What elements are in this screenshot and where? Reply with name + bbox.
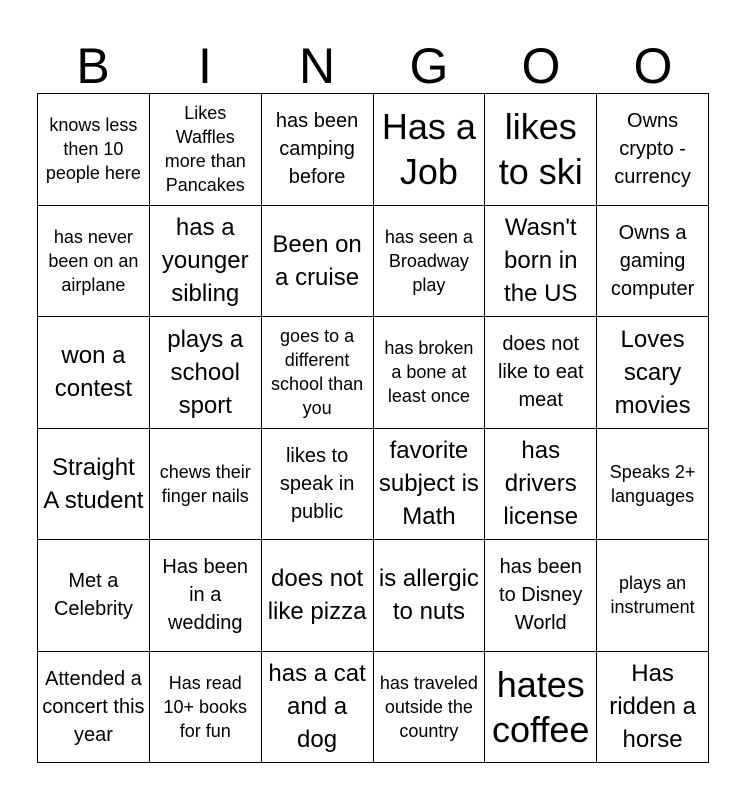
cell-text: has never been on an airplane bbox=[48, 226, 139, 295]
cell-text: does not like to eat meat bbox=[497, 333, 584, 412]
bingo-cell[interactable] bbox=[150, 652, 262, 764]
header-letter: G bbox=[409, 38, 449, 94]
cell-text: has seen a Broadway play bbox=[384, 226, 473, 295]
cell-text: has a cat and a dog bbox=[268, 660, 366, 754]
cell-text: Straight A student bbox=[43, 453, 144, 514]
bingo-cell[interactable] bbox=[374, 206, 486, 318]
bingo-cell[interactable] bbox=[485, 429, 597, 541]
cell-text: knows less then 10 people here bbox=[45, 115, 141, 184]
bingo-cell[interactable] bbox=[485, 94, 597, 206]
cell-text: Has ridden a horse bbox=[609, 660, 696, 754]
header-letter: B bbox=[76, 38, 110, 94]
bingo-cell[interactable] bbox=[262, 429, 374, 541]
bingo-cell[interactable] bbox=[374, 540, 486, 652]
bingo-cell[interactable] bbox=[262, 94, 374, 206]
cell-text: Has read 10+ books for fun bbox=[163, 672, 248, 741]
cell-text: plays a school sport bbox=[167, 325, 244, 419]
cell-text: goes to a different school than you bbox=[271, 326, 364, 419]
cell-text: has a younger sibling bbox=[161, 214, 249, 308]
cell-text: chews their finger nails bbox=[159, 461, 251, 506]
bingo-cell[interactable] bbox=[374, 94, 486, 206]
bingo-cell[interactable] bbox=[262, 317, 374, 429]
bingo-cell[interactable] bbox=[150, 94, 262, 206]
bingo-cell[interactable] bbox=[38, 652, 150, 764]
cell-text: Met a Celebrity bbox=[53, 570, 133, 621]
cell-text: Owns a gaming computer bbox=[610, 221, 695, 300]
bingo-cell[interactable] bbox=[150, 429, 262, 541]
bingo-cell[interactable] bbox=[374, 429, 486, 541]
cell-text: plays an instrument bbox=[610, 573, 695, 618]
cell-text: Likes Waffles more than Pancakes bbox=[164, 103, 246, 196]
header-letter: O bbox=[521, 38, 561, 94]
bingo-header bbox=[37, 38, 709, 94]
bingo-cell[interactable] bbox=[150, 540, 262, 652]
bingo-cell[interactable] bbox=[262, 540, 374, 652]
bingo-cell[interactable] bbox=[262, 652, 374, 764]
bingo-cell[interactable] bbox=[38, 429, 150, 541]
cell-text: Owns crypto - currency bbox=[614, 110, 691, 189]
cell-text: Has a Job bbox=[381, 106, 476, 193]
cell-text: Wasn't born in the US bbox=[504, 214, 578, 308]
bingo-cell[interactable] bbox=[485, 206, 597, 318]
cell-text: hates coffee bbox=[492, 663, 590, 750]
cell-text: Has been in a wedding bbox=[162, 556, 249, 635]
bingo-cell[interactable] bbox=[374, 317, 486, 429]
bingo-cell[interactable] bbox=[597, 317, 709, 429]
bingo-cell[interactable] bbox=[597, 206, 709, 318]
bingo-cell[interactable] bbox=[597, 94, 709, 206]
bingo-cell[interactable] bbox=[38, 540, 150, 652]
bingo-cell[interactable] bbox=[597, 429, 709, 541]
cell-text: is allergic to nuts bbox=[378, 565, 479, 626]
cell-text: has been camping before bbox=[275, 110, 359, 189]
bingo-cell[interactable] bbox=[597, 540, 709, 652]
header-letter: I bbox=[198, 38, 212, 94]
cell-text: has drivers license bbox=[503, 437, 579, 531]
cell-text: Attended a concert this year bbox=[42, 667, 145, 746]
cell-text: Speaks 2+ languages bbox=[609, 461, 696, 506]
cell-text: has broken a bone at least once bbox=[384, 338, 474, 407]
cell-text: has traveled outside the country bbox=[379, 672, 478, 741]
bingo-cell[interactable] bbox=[597, 652, 709, 764]
cell-text: does not like pizza bbox=[267, 565, 367, 626]
bingo-cell[interactable] bbox=[374, 652, 486, 764]
cell-text: likes to ski bbox=[498, 106, 583, 193]
cell-text: won a contest bbox=[54, 342, 133, 403]
bingo-cell[interactable] bbox=[262, 206, 374, 318]
bingo-cell[interactable] bbox=[38, 94, 150, 206]
bingo-cell[interactable] bbox=[150, 317, 262, 429]
header-letter: N bbox=[298, 38, 336, 94]
bingo-cell[interactable] bbox=[150, 206, 262, 318]
cell-text: favorite subject is Math bbox=[378, 437, 479, 531]
cell-text: likes to speak in public bbox=[279, 444, 355, 523]
bingo-cell[interactable] bbox=[38, 317, 150, 429]
cell-text: Loves scary movies bbox=[614, 325, 691, 419]
bingo-grid bbox=[37, 93, 709, 763]
bingo-cell[interactable] bbox=[485, 652, 597, 764]
bingo-cell[interactable] bbox=[485, 317, 597, 429]
bingo-cell[interactable] bbox=[485, 540, 597, 652]
header-letter: O bbox=[633, 38, 673, 94]
cell-text: Been on a cruise bbox=[272, 230, 362, 291]
bingo-cell[interactable] bbox=[38, 206, 150, 318]
cell-text: has been to Disney World bbox=[499, 556, 583, 635]
